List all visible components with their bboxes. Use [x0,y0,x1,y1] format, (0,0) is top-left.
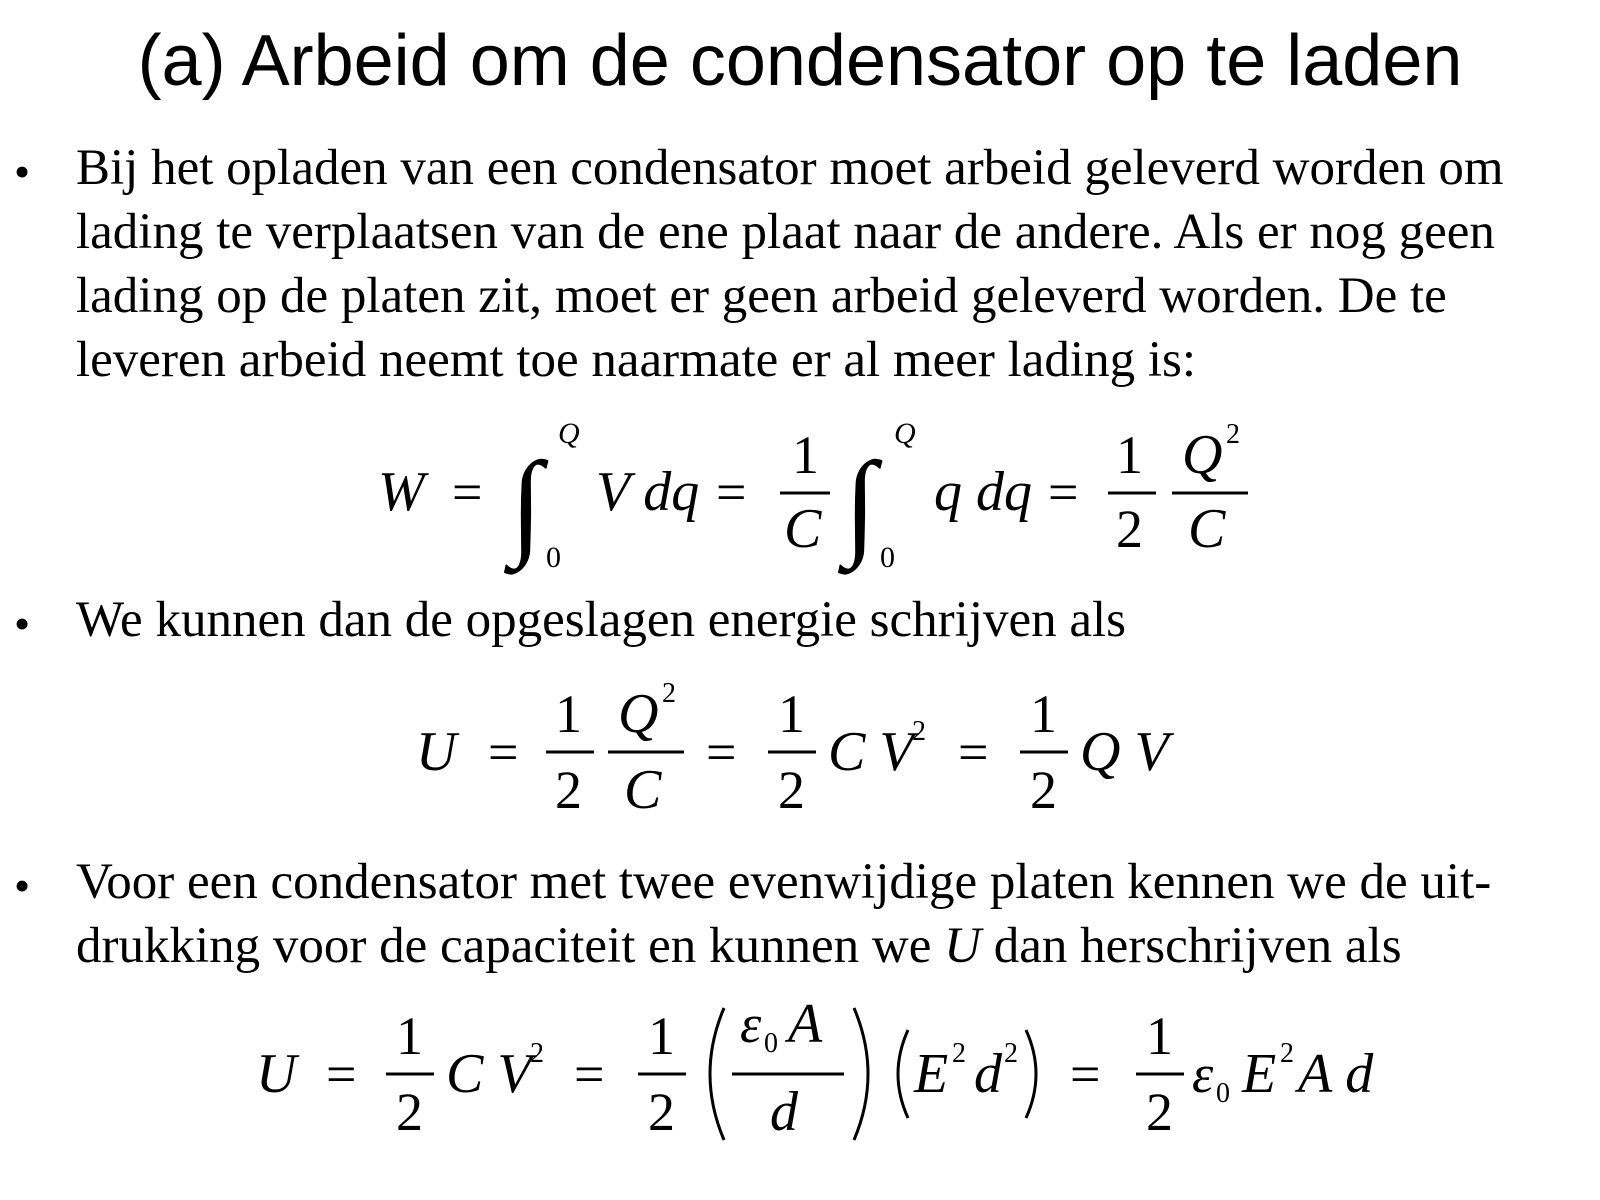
eq1-integral-1-lower: 0 [546,541,561,574]
eq2-cv-squared: 2 [912,716,926,747]
eq3-eps-2: ε [1192,1044,1214,1104]
equation-parallel-plate-energy [240,1000,1380,1190]
eq3-t1-numerator: 1 [396,1006,423,1066]
eq2-equals-1: = [488,722,519,782]
eq1-integrand-1: V dq [596,461,700,523]
eq1-integral-2-upper: Q [894,417,916,450]
eq2-c-denominator: C [624,759,662,821]
eq3-area: A [788,1000,823,1055]
paragraph-1-line-3: lading op de platen zit, moet er geen arbeid geleverd worden. De te [76,268,1447,324]
eq1-half-numerator: 1 [1116,425,1143,485]
eq2-t1-denominator: 2 [555,760,582,820]
eq3-e2-squared: 2 [1280,1038,1294,1069]
eq3-equals-2: = [574,1044,605,1104]
eq3-equals-1: = [326,1044,357,1104]
eq3-eps-1-sub: 0 [764,1028,778,1059]
eq2-q-numerator: Q [618,683,659,745]
eq1-equals-3: = [1048,462,1079,522]
eq3-eps-2-sub: 0 [1216,1078,1230,1109]
eq3-e-field: E [914,1043,949,1105]
eq3-e-field-2: E [1242,1043,1277,1105]
eq2-t1-numerator: 1 [555,684,582,744]
eq3-t3-denominator: 2 [1146,1082,1173,1142]
eq2-t2-denominator: 2 [778,760,805,820]
eq3-d-squared: 2 [1004,1038,1018,1069]
eq2-qv: Q V [1080,721,1169,783]
eq2-equals-3: = [958,722,989,782]
bullet-1-marker: • [14,146,31,197]
paragraph-3-line-1: Voor een condensator met twee evenwijdige platen kennen we de uit- [76,854,1492,910]
eq1-equals-1: = [452,462,483,522]
eq3-t2-numerator: 1 [648,1006,675,1066]
eq3-eps-1: ε [740,1000,762,1054]
eq3-left-paren-1 [710,1008,724,1140]
eq1-lhs: W [378,461,425,523]
eq1-integral-1: ∫ [510,438,543,569]
paragraph-1 [76,136,1576,392]
eq1-integrand-2: q dq [934,461,1032,523]
equation-work-integral [360,415,1300,595]
eq3-right-paren-1 [854,1008,868,1140]
eq1-frac-denominator: C [784,498,822,560]
bullet-3-marker: • [14,860,31,911]
paragraph-2 [76,588,1576,652]
eq2-q-squared: 2 [662,680,676,709]
eq1-frac-numerator: 1 [792,425,819,485]
eq3-cv: C V [446,1043,532,1105]
eq1-c-denominator: C [1188,498,1226,560]
eq3-e-squared: 2 [952,1038,966,1069]
paragraph-1-line-2: lading te verplaatsen van de ene plaat naar de andere. Als er nog geen [76,204,1495,260]
eq3-t3-numerator: 1 [1146,1006,1173,1066]
eq3-left-paren-2 [898,1030,908,1118]
eq3-ad: A d [1298,1043,1374,1105]
eq3-d: d [974,1043,1002,1105]
eq2-t2-numerator: 1 [778,684,805,744]
eq2-equals-2: = [706,722,737,782]
equation-stored-energy [400,680,1200,830]
eq2-t3-numerator: 1 [1030,684,1057,744]
eq1-q-numerator: Q [1182,424,1223,486]
eq3-equals-3: = [1070,1044,1101,1104]
bullet-2-marker: • [14,598,31,649]
paragraph-1-line-1: Bij het opladen van een condensator moet arbeid geleverd worden om [76,140,1504,196]
paragraph-1-line-4: leveren arbeid neemt toe naarmate er al meer lading is: [76,332,1197,388]
paragraph-3-line-2-var: U [944,918,981,974]
eq3-right-paren-2 [1026,1030,1036,1118]
paragraph-3-line-2 [76,914,1576,978]
eq1-integral-2: ∫ [844,438,877,569]
eq1-integral-1-upper: Q [558,417,580,450]
paragraph-3 [76,850,1576,978]
eq1-integral-2-lower: 0 [880,541,895,574]
slide-title: (a) Arbeid om de condensator op te laden [137,21,1463,101]
eq1-half-denominator: 2 [1116,499,1143,559]
eq1-equals-2: = [716,462,747,522]
eq3-d-denominator: d [770,1081,798,1143]
eq2-lhs: U [416,721,457,783]
paragraph-2-line-1: We kunnen dan de opgeslagen energie schrijven als [76,592,1127,648]
paragraph-3-line-2-after: dan herschrijven als [980,918,1402,974]
eq1-q-squared: 2 [1226,419,1240,450]
eq3-t1-denominator: 2 [396,1082,423,1142]
eq3-t2-denominator: 2 [648,1082,675,1142]
eq2-cv: C V [828,721,914,783]
eq3-lhs: U [256,1043,297,1105]
eq3-cv-squared: 2 [530,1038,544,1069]
eq2-t3-denominator: 2 [1030,760,1057,820]
paragraph-3-line-2-before: drukking voor de capaciteit en kunnen we [76,918,945,974]
